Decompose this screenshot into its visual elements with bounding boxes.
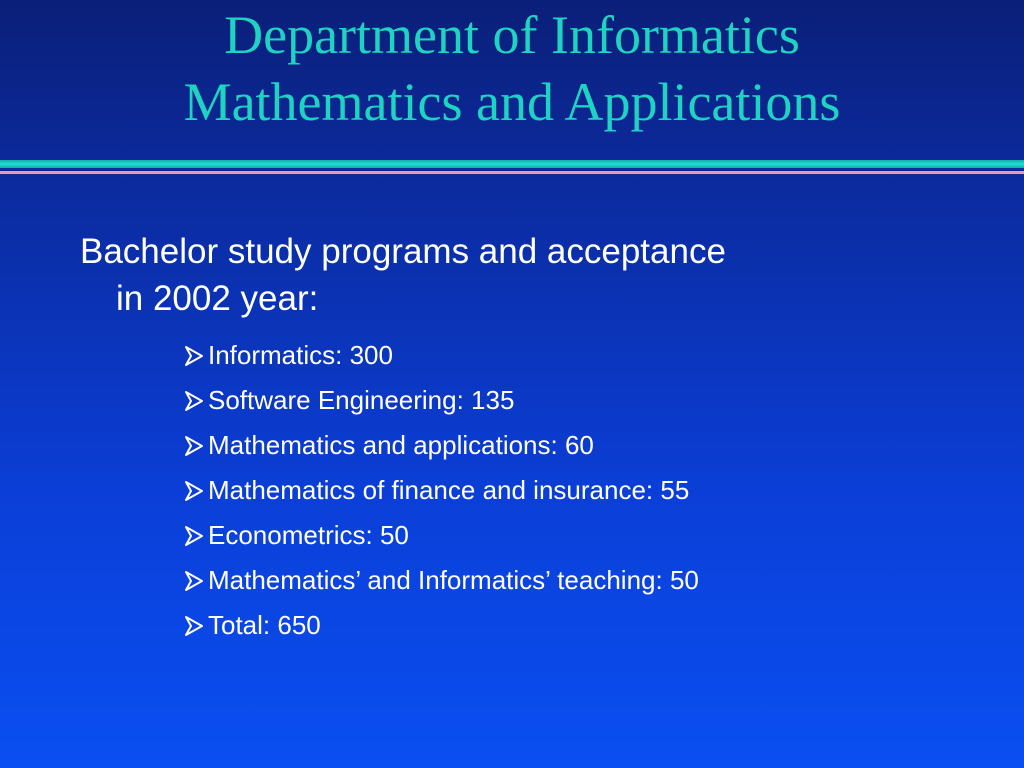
arrow-bullet-icon (184, 390, 204, 412)
main-bullet-line: in 2002 year: (116, 279, 319, 318)
program-item (184, 468, 699, 513)
title-line: Department of Informatics (224, 5, 800, 65)
program-label: Software Engineering: 135 (208, 385, 515, 415)
arrow-bullet-icon (184, 615, 204, 637)
main-bullet (80, 228, 960, 322)
program-label: Mathematics and applications: 60 (208, 430, 594, 460)
program-item (184, 333, 699, 378)
arrow-bullet-icon (184, 480, 204, 502)
arrow-bullet-icon (184, 435, 204, 457)
program-item (184, 378, 699, 423)
program-item (184, 603, 699, 648)
arrow-bullet-icon (184, 570, 204, 592)
program-item (184, 423, 699, 468)
slide-title (0, 2, 1024, 136)
title-divider-teal (0, 160, 1024, 168)
program-label: Mathematics’ and Informatics’ teaching: 50 (208, 565, 699, 595)
program-item (184, 513, 699, 558)
arrow-bullet-icon (184, 345, 204, 367)
main-bullet-line: Bachelor study programs and acceptance (80, 232, 726, 271)
title-divider-pink (0, 171, 1024, 174)
program-label: Informatics: 300 (208, 340, 393, 370)
title-line: Mathematics and Applications (183, 72, 841, 132)
arrow-bullet-icon (184, 525, 204, 547)
program-label: Total: 650 (208, 610, 321, 640)
program-label: Econometrics: 50 (208, 520, 409, 550)
program-label: Mathematics of finance and insurance: 55 (208, 475, 690, 505)
program-item (184, 558, 699, 603)
program-list (184, 333, 699, 648)
